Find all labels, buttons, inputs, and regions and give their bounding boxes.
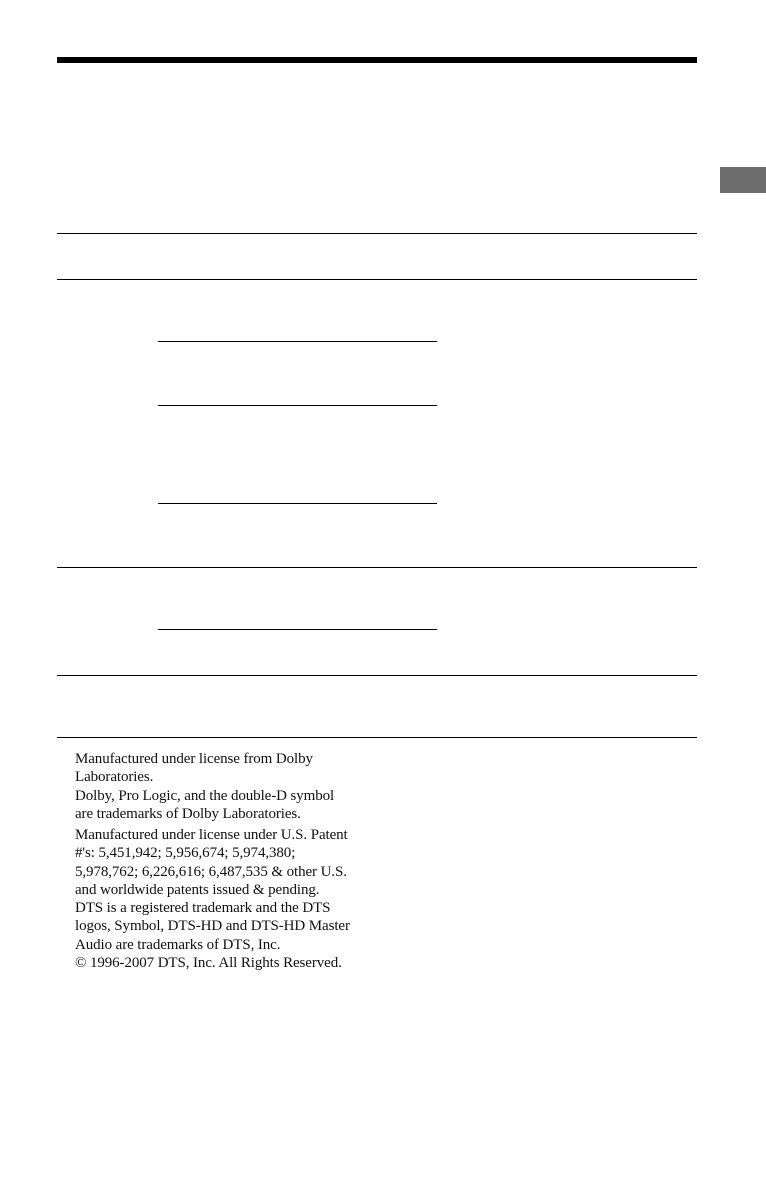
header-rule [57,57,697,63]
dolby-license-text: Manufactured under license from Dolby Laboratories. Dolby, Pro Logic, and the double-D symbol are trademarks of Dolby Laboratories. [75,751,335,822]
table-subrule [158,405,437,406]
table-rule [57,567,697,568]
table-subrule [158,341,437,342]
table-rule [57,279,697,280]
table-rule [57,233,697,234]
table-rule [57,737,697,738]
table-subrule [158,629,437,630]
table-rule [57,675,697,676]
table-subrule [158,503,437,504]
dts-license-notice [75,826,375,972]
section-tab-marker [720,167,766,193]
dolby-license-notice [75,750,375,823]
dts-license-text: Manufactured under license under U.S. Patent #'s: 5,451,942; 5,956,674; 5,974,380; 5,978,762; 6,226,616; 6,487,535 & other U.S. and worldwide patents issued & pending. DTS is a registered trademark and the DTS logos, Symbol, DTS-HD and DTS-HD Master Audio are trademarks of DTS, Inc. © 1996-2007 DTS, Inc. All Rights Reserved. [75,827,350,972]
